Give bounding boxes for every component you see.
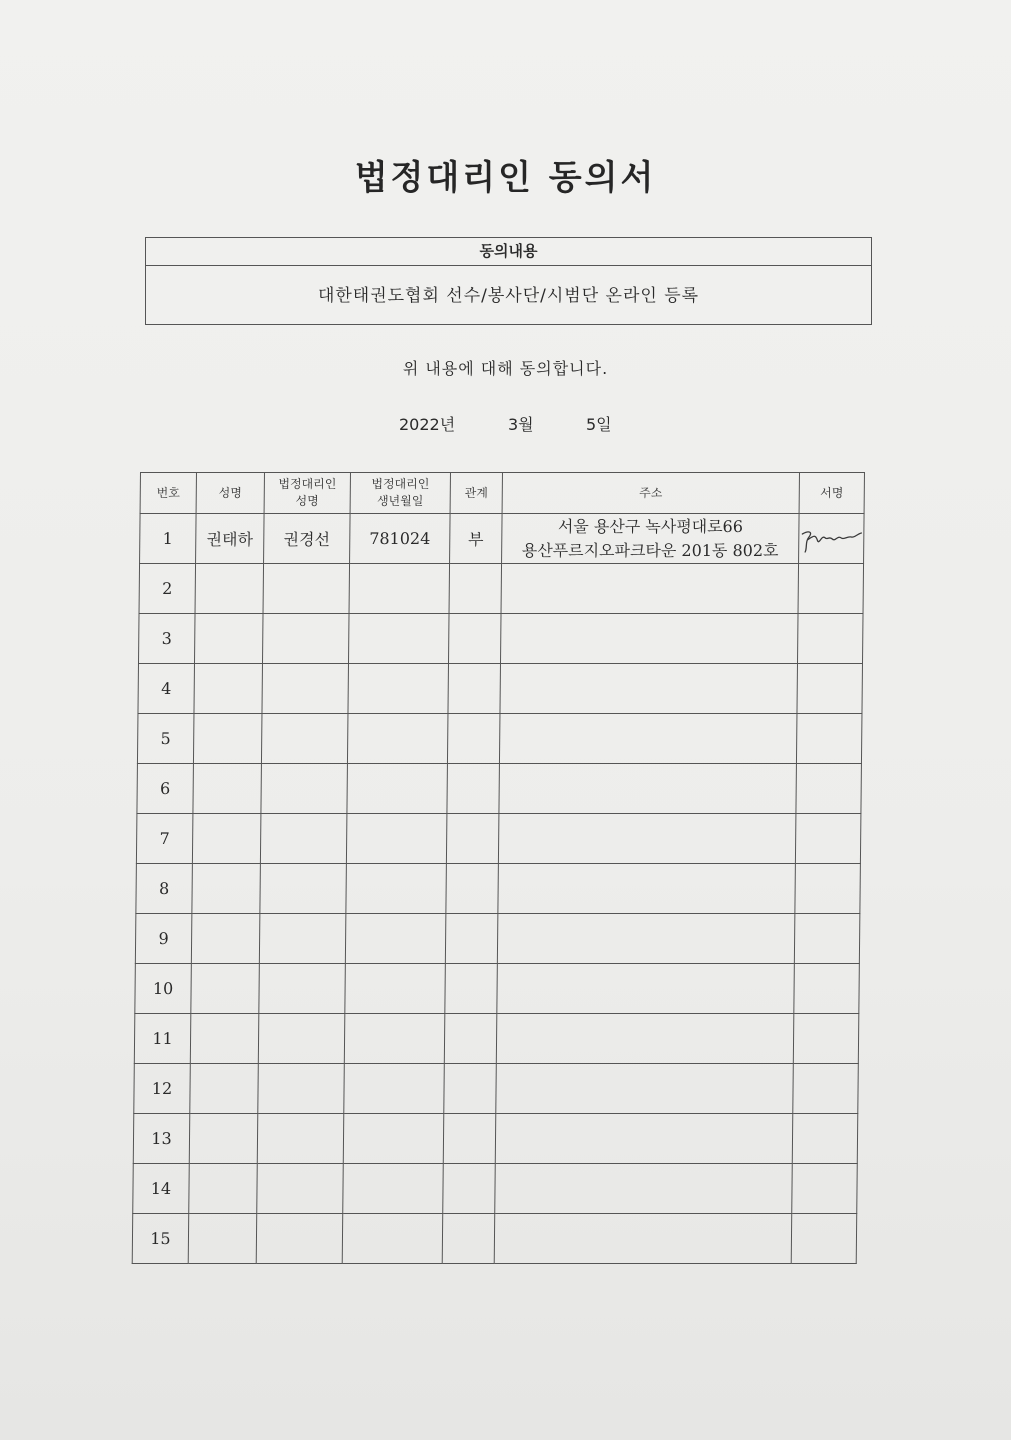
guardian-roster-table bbox=[132, 472, 865, 1264]
row-number-cell: 7 bbox=[136, 814, 193, 864]
signature-cell bbox=[796, 714, 862, 764]
guardian-birth-cell bbox=[348, 664, 449, 714]
address-line2: 용산푸르지오파크타운 201동 802호 bbox=[521, 540, 779, 560]
header-guardian-birth-line2: 생년월일 bbox=[376, 494, 424, 508]
participant-name-cell bbox=[192, 814, 261, 864]
guardian-name-cell bbox=[260, 814, 347, 864]
row-number-cell: 2 bbox=[139, 564, 196, 614]
address-cell bbox=[498, 814, 796, 864]
guardian-birth-cell bbox=[342, 1214, 443, 1264]
row-number-cell: 11 bbox=[134, 1014, 191, 1064]
relation-cell bbox=[445, 964, 498, 1014]
row-number-cell: 1 bbox=[140, 514, 197, 564]
address-cell bbox=[494, 1214, 792, 1264]
participant-name-cell: 권태하 bbox=[196, 514, 265, 564]
table-row bbox=[135, 964, 860, 1014]
table-row bbox=[134, 1014, 859, 1064]
guardian-name-cell bbox=[257, 1164, 344, 1214]
participant-name-cell bbox=[195, 564, 264, 614]
guardian-name-cell bbox=[259, 964, 346, 1014]
participant-name-cell bbox=[193, 764, 262, 814]
handwritten-signature-icon bbox=[799, 524, 863, 554]
date-year: 2022년 bbox=[399, 415, 456, 434]
guardian-name-cell bbox=[262, 614, 349, 664]
participant-name-cell bbox=[194, 664, 263, 714]
signature-cell bbox=[797, 664, 863, 714]
address-cell bbox=[499, 714, 797, 764]
table-row bbox=[133, 1114, 858, 1164]
relation-cell bbox=[443, 1114, 496, 1164]
header-name: 성명 bbox=[196, 473, 264, 514]
signature-cell bbox=[791, 1214, 857, 1264]
participant-name-cell bbox=[192, 864, 261, 914]
signature-cell bbox=[796, 764, 862, 814]
relation-cell bbox=[447, 764, 500, 814]
address-cell bbox=[501, 564, 799, 614]
row-number-cell: 9 bbox=[135, 914, 192, 964]
address-cell bbox=[502, 514, 800, 564]
guardian-name-cell bbox=[261, 714, 348, 764]
table-row bbox=[140, 514, 865, 564]
address-cell bbox=[500, 614, 798, 664]
address-cell bbox=[497, 914, 795, 964]
header-guardian-name-line1: 법정대리인 bbox=[278, 477, 337, 491]
table-row bbox=[136, 814, 861, 864]
guardian-name-cell bbox=[256, 1214, 343, 1264]
guardian-birth-cell bbox=[343, 1114, 444, 1164]
relation-cell bbox=[446, 864, 499, 914]
table-row bbox=[139, 564, 864, 614]
signature-cell bbox=[795, 814, 861, 864]
guardian-birth-cell bbox=[346, 864, 447, 914]
consent-box bbox=[145, 237, 872, 325]
relation-cell bbox=[446, 814, 499, 864]
guardian-birth-cell: 781024 bbox=[350, 514, 451, 564]
header-signature: 서명 bbox=[799, 473, 864, 514]
relation-cell bbox=[444, 1014, 497, 1064]
signature-cell bbox=[795, 864, 861, 914]
address-cell bbox=[497, 964, 795, 1014]
consent-header: 동의내용 bbox=[146, 238, 871, 266]
participant-name-cell bbox=[194, 614, 263, 664]
table-row bbox=[137, 764, 862, 814]
guardian-birth-cell bbox=[347, 764, 448, 814]
relation-cell bbox=[449, 564, 502, 614]
row-number-cell: 8 bbox=[136, 864, 193, 914]
header-address: 주소 bbox=[502, 473, 799, 514]
guardian-name-cell bbox=[258, 1014, 345, 1064]
consent-content: 대한태권도협회 선수/봉사단/시범단 온라인 등록 bbox=[317, 286, 700, 306]
address-cell bbox=[496, 1014, 794, 1064]
address-cell bbox=[495, 1114, 793, 1164]
participant-name-cell bbox=[193, 714, 262, 764]
row-number-cell: 6 bbox=[137, 764, 194, 814]
agreement-statement: 위 내용에 대해 동의합니다. bbox=[402, 359, 609, 378]
header-guardian-birth bbox=[350, 473, 450, 514]
guardian-birth-cell bbox=[347, 714, 448, 764]
guardian-birth-cell bbox=[345, 914, 446, 964]
signature-cell bbox=[794, 914, 860, 964]
row-number-cell: 12 bbox=[134, 1064, 191, 1114]
relation-cell bbox=[448, 664, 501, 714]
guardian-birth-cell bbox=[344, 1064, 445, 1114]
participant-name-cell bbox=[190, 1064, 259, 1114]
relation-cell bbox=[445, 914, 498, 964]
address-cell bbox=[499, 764, 797, 814]
address-cell bbox=[498, 864, 796, 914]
address-cell bbox=[500, 664, 798, 714]
row-number-cell: 10 bbox=[135, 964, 192, 1014]
signature-cell bbox=[792, 1164, 858, 1214]
guardian-name-cell bbox=[260, 864, 347, 914]
participant-name-cell bbox=[189, 1114, 258, 1164]
signature-cell bbox=[794, 964, 860, 1014]
relation-cell bbox=[447, 714, 500, 764]
signature-cell bbox=[792, 1114, 858, 1164]
table-row bbox=[135, 914, 860, 964]
table-row bbox=[134, 1064, 859, 1114]
address-cell bbox=[495, 1164, 793, 1214]
address-line1: 서울 용산구 녹사평대로66 bbox=[557, 516, 744, 536]
guardian-name-cell bbox=[261, 764, 348, 814]
row-number-cell: 5 bbox=[137, 714, 194, 764]
guardian-birth-cell bbox=[346, 814, 447, 864]
guardian-birth-cell bbox=[348, 614, 449, 664]
guardian-name-cell bbox=[257, 1114, 344, 1164]
header-guardian-name bbox=[264, 473, 350, 514]
relation-cell bbox=[444, 1064, 497, 1114]
participant-name-cell bbox=[191, 964, 260, 1014]
signature-cell bbox=[799, 514, 865, 564]
participant-name-cell bbox=[188, 1214, 257, 1264]
header-relation: 관계 bbox=[450, 473, 502, 514]
signature-cell bbox=[793, 1014, 859, 1064]
table-row bbox=[136, 864, 861, 914]
date-day: 5일 bbox=[586, 415, 612, 434]
signature-cell bbox=[793, 1064, 859, 1114]
guardian-name-cell bbox=[259, 914, 346, 964]
signature-cell bbox=[797, 614, 863, 664]
participant-name-cell bbox=[190, 1014, 259, 1064]
header-guardian-name-line2: 성명 bbox=[295, 494, 319, 508]
header-guardian-birth-line1: 법정대리인 bbox=[371, 477, 430, 491]
table-row bbox=[132, 1214, 857, 1264]
row-number-cell: 4 bbox=[138, 664, 195, 714]
date-month: 3월 bbox=[508, 415, 534, 434]
guardian-name-cell bbox=[262, 664, 349, 714]
signature-cell bbox=[798, 564, 864, 614]
relation-cell bbox=[442, 1214, 495, 1264]
guardian-birth-cell bbox=[349, 564, 450, 614]
participant-name-cell bbox=[191, 914, 260, 964]
table-row bbox=[138, 614, 863, 664]
guardian-birth-cell bbox=[345, 964, 446, 1014]
header-number: 번호 bbox=[140, 473, 196, 514]
relation-cell bbox=[443, 1164, 496, 1214]
guardian-name-cell bbox=[258, 1064, 345, 1114]
row-number-cell: 15 bbox=[132, 1214, 189, 1264]
document-title: 법정대리인 동의서 bbox=[354, 158, 657, 198]
table-row bbox=[138, 664, 863, 714]
address-cell bbox=[496, 1064, 794, 1114]
guardian-name-cell: 권경선 bbox=[264, 514, 351, 564]
row-number-cell: 14 bbox=[133, 1164, 190, 1214]
relation-cell: 부 bbox=[450, 514, 503, 564]
table-row bbox=[137, 714, 862, 764]
relation-cell bbox=[448, 614, 501, 664]
participant-name-cell bbox=[189, 1164, 258, 1214]
row-number-cell: 3 bbox=[138, 614, 195, 664]
row-number-cell: 13 bbox=[133, 1114, 190, 1164]
guardian-name-cell bbox=[263, 564, 350, 614]
guardian-birth-cell bbox=[344, 1014, 445, 1064]
table-header-row bbox=[140, 473, 864, 514]
table-row bbox=[133, 1164, 858, 1214]
guardian-birth-cell bbox=[343, 1164, 444, 1214]
